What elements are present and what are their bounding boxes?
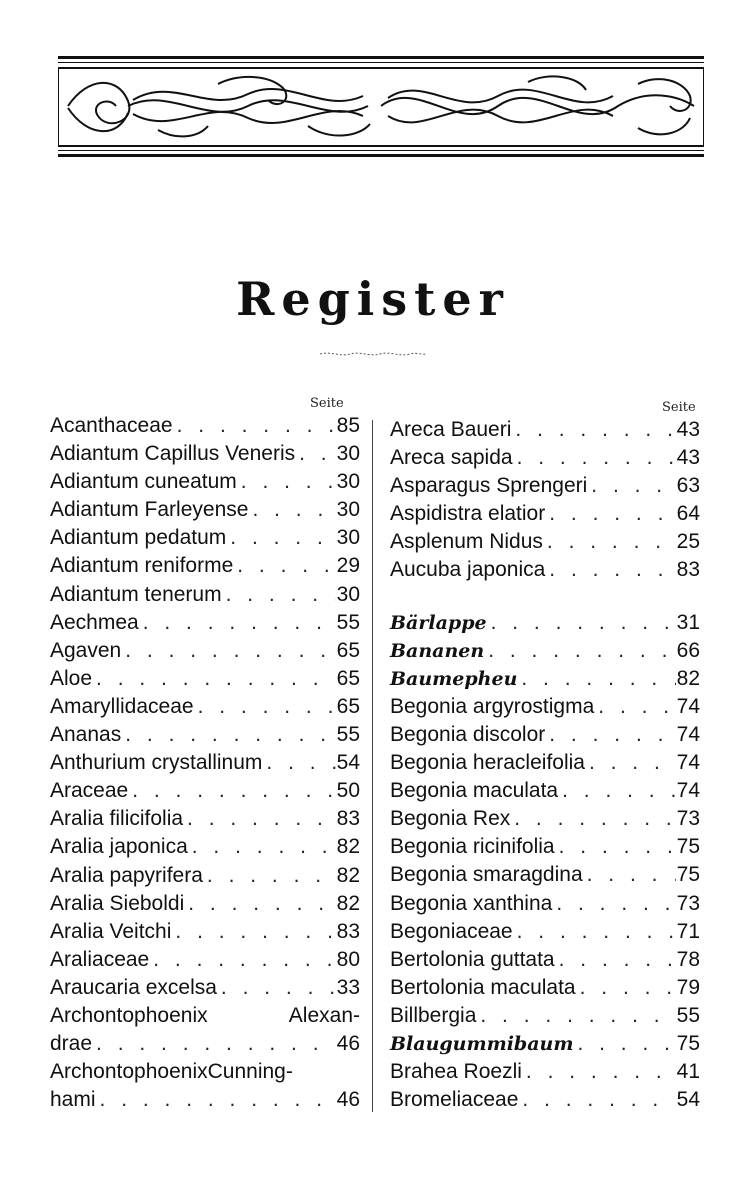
entry-name: Begonia discolor	[390, 722, 546, 746]
index-entry	[390, 695, 700, 723]
index-entry	[390, 1088, 700, 1116]
entry-page-number: 74	[676, 751, 700, 775]
entry-page-number: 74	[676, 722, 700, 746]
entry-page-number: 75	[676, 863, 700, 887]
entry-page-number: 82	[676, 666, 700, 690]
entry-name: Aralia papyrifera	[50, 863, 203, 887]
index-entry-wrapped	[50, 1060, 360, 1116]
entry-page-number: 82	[336, 863, 360, 887]
index-entry	[50, 498, 360, 526]
dot-leader	[573, 1032, 676, 1056]
dot-leader	[555, 948, 676, 972]
entry-page-number: 73	[676, 891, 700, 915]
dot-leader	[203, 864, 336, 888]
right-column-page-header: Seite	[662, 400, 696, 415]
entry-page-number: 54	[676, 1088, 700, 1112]
index-entry	[50, 667, 360, 695]
entry-page-number: 71	[676, 919, 700, 943]
entry-page-number: 82	[336, 891, 360, 915]
entry-page-number: 80	[336, 947, 360, 971]
entry-name: Adiantum reniforme	[50, 554, 234, 578]
entry-name: Asplenum Nidus	[390, 530, 543, 554]
dot-leader	[222, 583, 336, 607]
entry-name: Araliaceae	[50, 947, 150, 971]
dot-leader	[522, 1060, 676, 1084]
dot-leader	[545, 723, 676, 747]
entry-page-number: 82	[336, 835, 360, 859]
dot-leader	[237, 470, 336, 494]
dot-leader	[476, 1004, 676, 1028]
entry-page-number: 65	[336, 666, 360, 690]
index-entry	[390, 446, 700, 474]
index-entry	[50, 554, 360, 582]
dot-leader	[194, 695, 336, 719]
entry-name: Acanthaceae	[50, 414, 173, 437]
entry-name: Begonia smaragdina	[390, 863, 583, 887]
dot-leader	[171, 920, 336, 944]
entry-name-line1-end: Alexan-	[288, 1003, 360, 1027]
index-entry	[390, 639, 700, 667]
dot-leader	[262, 751, 336, 775]
entry-page-number: 55	[336, 610, 360, 634]
index-entry	[390, 474, 700, 502]
index-entry	[50, 864, 360, 892]
bottom-rule-thick	[58, 154, 704, 157]
right-index-column	[390, 418, 700, 1116]
entry-name: Adiantum Farleyense	[50, 498, 249, 522]
entry-name: Agaven	[50, 638, 122, 662]
entry-name: Areca Baueri	[390, 418, 512, 441]
index-entry	[50, 976, 360, 1004]
dot-leader	[173, 414, 336, 438]
left-index-column	[50, 414, 360, 1116]
index-entry	[390, 558, 700, 586]
entry-name: Areca sapida	[390, 446, 513, 470]
entry-name: Bertolonia maculata	[390, 975, 576, 999]
dot-leader	[558, 779, 676, 803]
entry-name: Aralia Veitchi	[50, 919, 172, 943]
index-entry	[390, 1060, 700, 1088]
entry-page-number: 83	[336, 919, 360, 943]
dot-leader	[585, 751, 676, 775]
entry-page-number: 43	[676, 446, 700, 470]
dot-leader	[121, 639, 336, 663]
index-entry	[390, 835, 700, 863]
dot-leader	[576, 976, 676, 1000]
dot-leader	[517, 667, 676, 691]
entry-name: Begonia argyrostigma	[390, 694, 595, 718]
entry-name: Bananen	[390, 639, 485, 662]
index-entry	[390, 920, 700, 948]
entry-page-number: 43	[676, 418, 700, 441]
dot-leader	[92, 1032, 336, 1056]
entry-name-line1: ArchontophoenixCunning-	[50, 1060, 293, 1084]
entry-name: Amaryllidaceae	[50, 694, 194, 718]
entry-page-number: 30	[336, 442, 360, 466]
dot-leader	[510, 807, 676, 831]
entry-name: Begonia maculata	[390, 779, 559, 803]
dot-leader	[92, 667, 336, 691]
entry-name: Brahea Roezli	[390, 1060, 522, 1084]
entry-name: Aralia japonica	[50, 835, 188, 859]
entry-page-number: 83	[336, 807, 360, 831]
index-entry	[390, 892, 700, 920]
dot-leader	[513, 446, 676, 470]
entry-name: Adiantum tenerum	[50, 582, 222, 606]
index-entry	[50, 470, 360, 498]
column-divider	[372, 420, 373, 1112]
dot-leader	[511, 418, 676, 442]
entry-name: Adiantum pedatum	[50, 526, 227, 550]
index-entry	[50, 695, 360, 723]
entry-page-number: 74	[676, 779, 700, 803]
entry-name: Araucaria excelsa	[50, 975, 217, 999]
index-entry	[50, 639, 360, 667]
index-entry	[390, 667, 700, 695]
entry-page-number: 46	[336, 1088, 360, 1112]
index-entry	[50, 835, 360, 863]
dot-leader	[248, 498, 336, 522]
title-flourish-divider	[320, 350, 426, 358]
entry-page-number: 25	[676, 530, 700, 554]
art-nouveau-border-ornament-icon	[58, 66, 704, 148]
dot-leader	[217, 976, 336, 1000]
dot-leader	[552, 892, 676, 916]
index-entry	[50, 583, 360, 611]
index-entry	[390, 863, 700, 891]
entry-name: Begonia heracleifolia	[390, 751, 585, 775]
entry-page-number: 85	[336, 414, 360, 437]
entry-name: Anthurium crystallinum	[50, 751, 263, 775]
index-entry	[390, 530, 700, 558]
index-entry	[390, 502, 700, 530]
dot-leader	[587, 474, 676, 498]
entry-page-number: 65	[336, 638, 360, 662]
entry-name: Bertolonia guttata	[390, 947, 555, 971]
entry-page-number: 41	[676, 1060, 700, 1084]
dot-leader	[484, 639, 676, 663]
entry-name-line2: hami	[50, 1088, 96, 1112]
entry-page-number: 29	[336, 554, 360, 578]
entry-page-number: 50	[336, 779, 360, 803]
dot-leader	[555, 835, 676, 859]
dot-leader	[139, 611, 336, 635]
index-entry	[390, 807, 700, 835]
index-entry	[390, 1004, 700, 1032]
entry-page-number: 54	[336, 751, 360, 775]
entry-page-number: 55	[676, 1003, 700, 1027]
index-entry	[50, 948, 360, 976]
entry-name: Begonia xanthina	[390, 891, 553, 915]
entry-page-number: 66	[676, 638, 700, 662]
entry-page-number: 74	[676, 694, 700, 718]
entry-page-number: 63	[676, 474, 700, 498]
entry-page-number: 31	[676, 610, 700, 634]
entry-name: Begonia ricinifolia	[390, 835, 555, 859]
entry-page-number: 75	[676, 835, 700, 859]
entry-name: Aralia Sieboldi	[50, 891, 185, 915]
dot-leader	[96, 1088, 336, 1112]
entry-page-number: 73	[676, 807, 700, 831]
entry-page-number: 30	[336, 526, 360, 550]
entry-page-number: 64	[676, 502, 700, 526]
left-column-page-header: Seite	[310, 396, 344, 411]
entry-name: Aralia filicifolia	[50, 807, 184, 831]
entry-page-number: 83	[676, 558, 700, 582]
dot-leader	[513, 920, 676, 944]
dot-leader	[226, 526, 336, 550]
page-title: Register	[236, 272, 510, 326]
entry-name: Araceae	[50, 779, 129, 803]
entry-page-number: 75	[676, 1031, 700, 1055]
index-entry	[390, 418, 700, 446]
dot-leader	[188, 835, 336, 859]
index-entry	[390, 948, 700, 976]
top-rule-thin	[58, 62, 704, 63]
index-entry	[390, 779, 700, 807]
entry-name: Baumepheu	[390, 667, 518, 690]
dot-leader	[545, 558, 676, 582]
dot-leader	[121, 723, 336, 747]
entry-name: Blaugummibaum	[390, 1032, 574, 1055]
entry-page-number: 55	[336, 723, 360, 747]
dot-leader	[149, 948, 336, 972]
dot-leader	[545, 502, 676, 526]
entry-page-number: 79	[676, 975, 700, 999]
entry-name: Aucuba japonica	[390, 558, 546, 582]
dot-leader	[184, 892, 336, 916]
dot-leader	[487, 611, 676, 635]
entry-name: Aloe	[50, 666, 93, 690]
entry-name: Aechmea	[50, 610, 139, 634]
dot-leader	[183, 807, 336, 831]
index-entry	[50, 611, 360, 639]
entry-page-number: 46	[336, 1032, 360, 1056]
index-entry	[390, 1032, 700, 1060]
entry-name: Bromeliaceae	[390, 1088, 519, 1112]
index-entry	[50, 920, 360, 948]
entry-page-number: 65	[336, 694, 360, 718]
entry-name: Adiantum Capillus Veneris	[50, 442, 296, 466]
entry-page-number: 33	[336, 975, 360, 999]
entry-name: Begoniaceae	[390, 919, 513, 943]
entry-name: Asparagus Sprengeri	[390, 474, 588, 498]
entry-page-number: 78	[676, 947, 700, 971]
dot-leader	[543, 530, 676, 554]
bottom-rule-thin	[58, 150, 704, 151]
index-entry	[50, 526, 360, 554]
index-entry	[50, 414, 360, 442]
index-entry	[50, 442, 360, 470]
entry-name: Bärlappe	[390, 611, 487, 634]
index-entry	[50, 807, 360, 835]
dot-leader	[583, 863, 676, 887]
top-rule-thick	[58, 56, 704, 59]
index-entry	[50, 723, 360, 751]
dot-leader	[518, 1088, 676, 1112]
index-entry-wrapped	[50, 1004, 360, 1060]
index-entry	[50, 751, 360, 779]
dot-leader	[128, 779, 336, 803]
index-entry	[390, 751, 700, 779]
index-entry	[50, 779, 360, 807]
entry-name: Billbergia	[390, 1003, 477, 1027]
index-entry	[390, 611, 700, 639]
entry-name: Adiantum cuneatum	[50, 470, 237, 494]
dot-leader	[594, 695, 676, 719]
index-entry	[50, 892, 360, 920]
entry-name-line1: Archontophoenix	[50, 1003, 208, 1027]
group-spacer	[390, 587, 700, 611]
index-entry	[390, 976, 700, 1004]
entry-page-number: 30	[336, 470, 360, 494]
entry-name: Aspidistra elatior	[390, 502, 546, 526]
entry-name: Ananas	[50, 723, 122, 747]
dot-leader	[233, 554, 336, 578]
entry-page-number: 30	[336, 582, 360, 606]
entry-name: Begonia Rex	[390, 807, 511, 831]
index-entry	[390, 723, 700, 751]
dot-leader	[295, 442, 336, 466]
entry-page-number: 30	[336, 498, 360, 522]
entry-name-line2: drae	[50, 1032, 93, 1056]
